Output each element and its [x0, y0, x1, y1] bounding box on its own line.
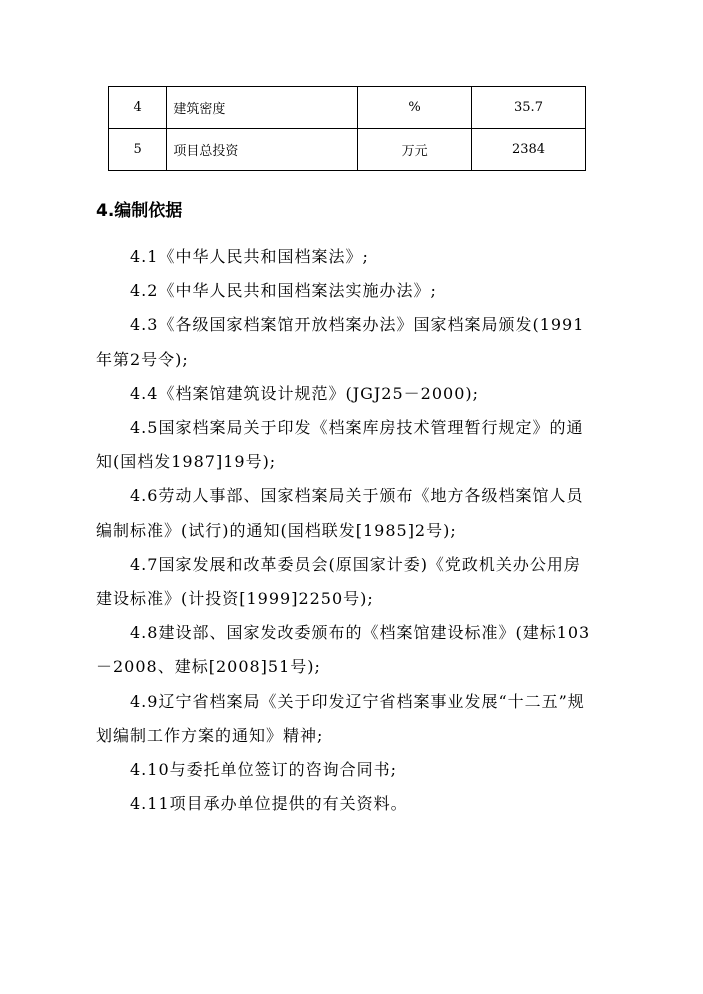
- row-number: 5: [109, 129, 167, 171]
- basis-item: 4.6劳动人事部、国家档案局关于颁布《地方各级档案馆人员编制标准》(试行)的通知(国档联发[1985]2号);: [96, 486, 584, 540]
- basis-item: 4.1《中华人民共和国档案法》;: [130, 247, 369, 266]
- basis-item: 4.4《档案馆建筑设计规范》(JGJ25－2000);: [130, 383, 480, 403]
- basis-list: [96, 240, 596, 821]
- basis-item: 4.9辽宁省档案局《关于印发辽宁省档案事业发展“十二五”规划编制工作方案的通知》精神;: [96, 691, 585, 745]
- basis-item: 4.10与委托单位签订的咨询合同书;: [130, 760, 398, 780]
- basis-item: 4.7国家发展和改革委员会(原国家计委)《党政机关办公用房建设标准》(计投资[1999]2250号);: [96, 554, 581, 609]
- row-item-name: 建筑密度: [167, 87, 358, 129]
- basis-item: 4.3《各级国家档案馆开放档案办法》国家档案局颁发(1991年第2号令);: [96, 315, 585, 369]
- row-unit: 万元: [358, 129, 472, 171]
- row-value: 2384: [471, 129, 585, 171]
- table-row: [109, 129, 586, 171]
- basis-item: 4.11项目承办单位提供的有关资料。: [130, 794, 408, 814]
- basis-item: 4.5国家档案局关于印发《档案库房技术管理暂行规定》的通知(国档发1987]19号);: [96, 418, 584, 472]
- row-value: 35.7: [471, 87, 585, 129]
- indicator-table: [108, 86, 586, 171]
- row-item-name: 项目总投资: [167, 129, 358, 171]
- row-number: 4: [109, 87, 167, 129]
- basis-item: 4.8建设部、国家发改委颁布的《档案馆建设标准》(建标103－2008、建标[2008]51号);: [96, 623, 591, 677]
- basis-item: 4.2《中华人民共和国档案法实施办法》;: [130, 281, 437, 301]
- table-row: [109, 87, 586, 129]
- section-heading: 4.编制依据: [96, 201, 183, 221]
- row-unit: %: [358, 87, 472, 129]
